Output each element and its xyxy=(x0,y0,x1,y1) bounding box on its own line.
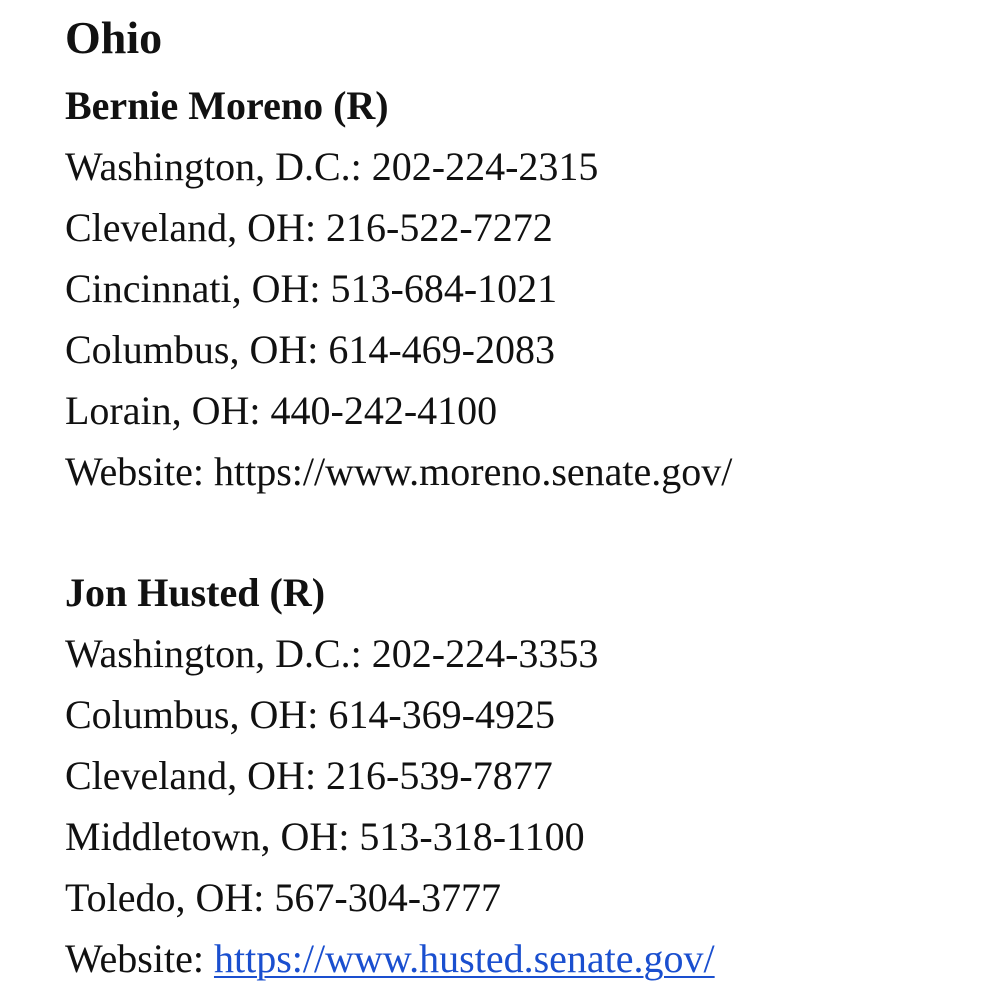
website-line xyxy=(65,928,977,989)
office-phone: Toledo, OH: 567-304-3777 xyxy=(65,875,502,920)
website-label: Website: xyxy=(65,449,214,494)
office-phone: Cleveland, OH: 216-522-7272 xyxy=(65,205,553,250)
website-url-text: https://www.moreno.senate.gov/ xyxy=(213,449,733,494)
state-heading: Ohio xyxy=(65,12,163,63)
website-link[interactable]: https://www.husted.senate.gov/ xyxy=(213,936,715,981)
office-phone: Middletown, OH: 513-318-1100 xyxy=(65,814,585,859)
senator-block-moreno xyxy=(65,76,977,502)
office-phone: Cleveland, OH: 216-539-7877 xyxy=(65,753,553,798)
section-spacer xyxy=(65,502,977,563)
office-phone: Washington, D.C.: 202-224-2315 xyxy=(65,144,599,189)
office-phone: Columbus, OH: 614-469-2083 xyxy=(65,327,555,372)
senator-block-husted xyxy=(65,563,977,989)
website-line xyxy=(65,441,977,502)
senator-name: Bernie Moreno (R) xyxy=(65,83,389,128)
website-label: Website: xyxy=(65,936,214,981)
office-phone: Washington, D.C.: 202-224-3353 xyxy=(65,631,599,676)
office-phone: Columbus, OH: 614-369-4925 xyxy=(65,692,555,737)
senator-name: Jon Husted (R) xyxy=(65,570,326,615)
office-phone: Lorain, OH: 440-242-4100 xyxy=(65,388,498,433)
office-phone: Cincinnati, OH: 513-684-1021 xyxy=(65,266,558,311)
page-content xyxy=(65,0,977,989)
